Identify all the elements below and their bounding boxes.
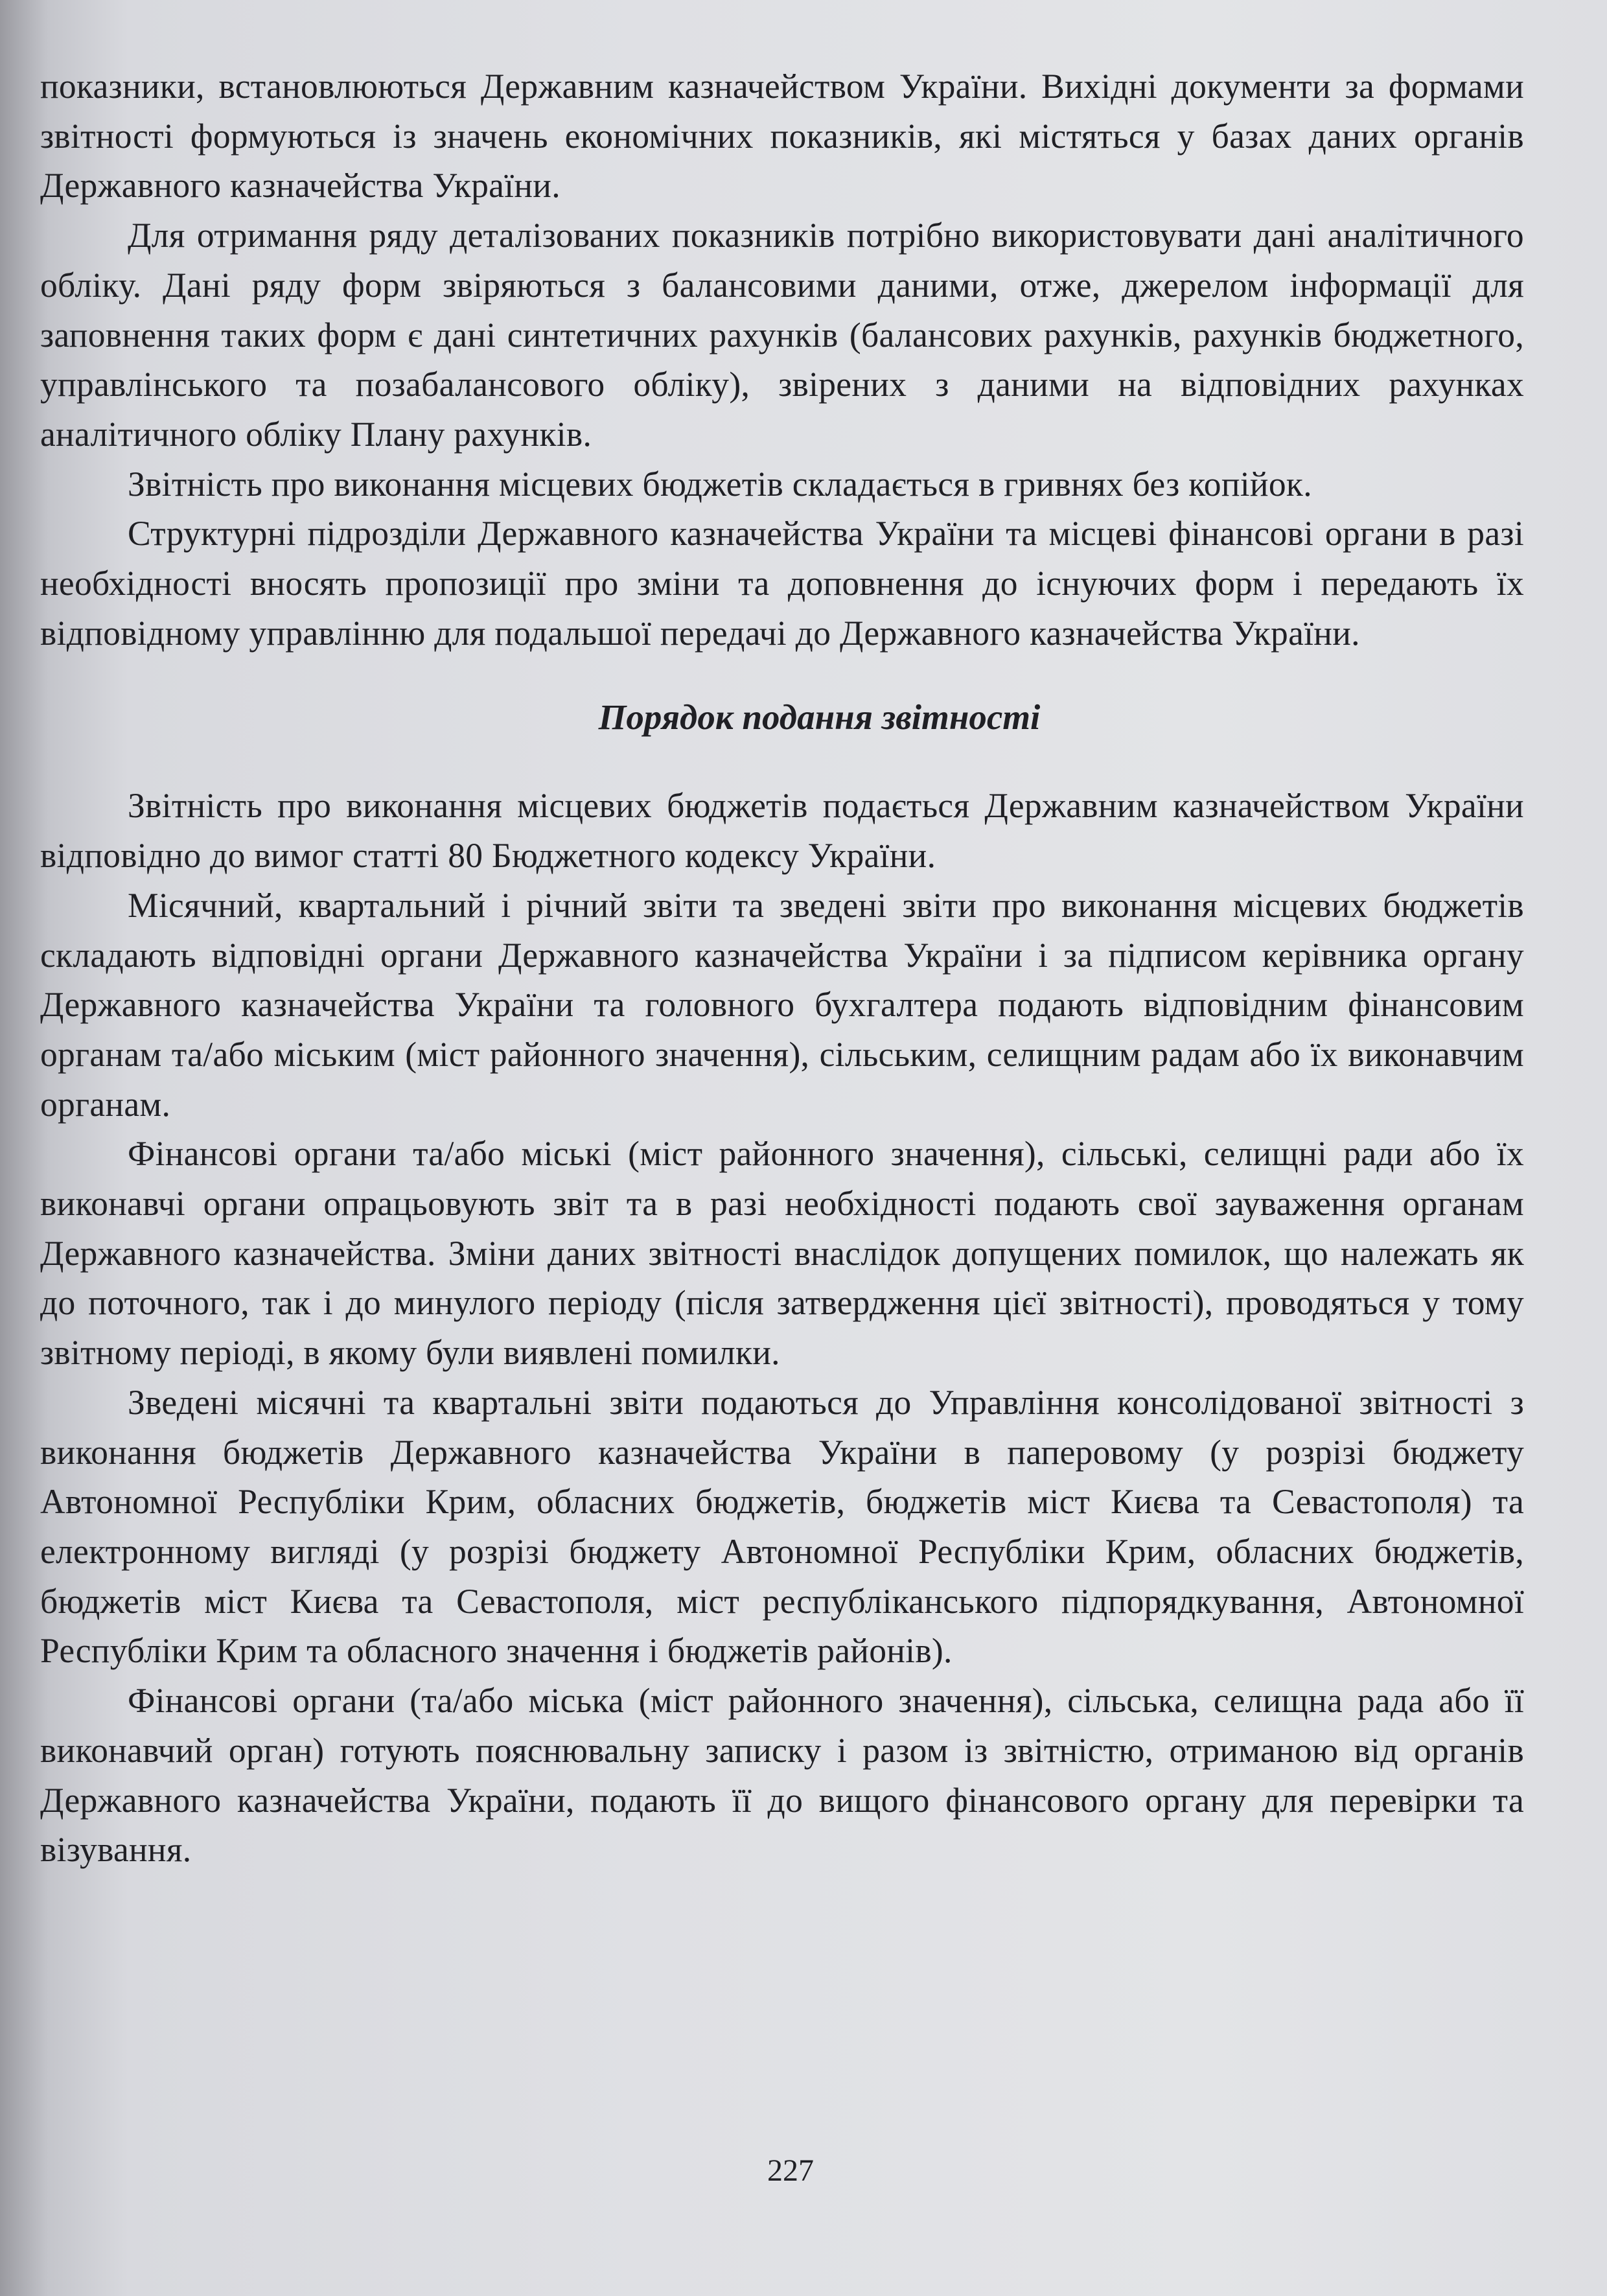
paragraph-submission: Звітність про виконання місцевих бюджетів подається Державним казначейством України відповідно до вимог статті 80 Бюджетного кодексу України. (40, 786, 1524, 875)
page-number: 227 (767, 2153, 814, 2188)
paragraph-consolidated: Зведені місячні та квартальні звіти подаються до Управління консолідованої звітності з виконання бюджетів Державного казначейства України в паперовому (у розрізі бюджету Автономної Республіки Крим, обласних бюджетів, бюджетів міст Києва та Севастополя) та електронному вигляді (у розрізі бюджету Автономної Республіки Крим, обласних бюджетів, бюджетів міст Києва та Севастополя, міст республіканського підпорядкування, Автономної Республіки Крим та обласного значення і бюджетів районів). (40, 1382, 1524, 1671)
paragraph-continuation: показники, встановлюються Державним казначейством України. Вихідні документи за формами звітності формуються із значень економічних показників, які містяться у базах даних органів Державного казначейства України. (40, 67, 1524, 205)
paragraph-currency: Звітність про виконання місцевих бюджетів складається в гривнях без копійок. (128, 464, 1312, 504)
paragraph-proposals: Структурні підрозділи Державного казначейства України та місцеві фінансові органи в разі необхідності вносять пропозиції про зміни та доповнення до існуючих форм і передають їх відповідному управлінню для подальшої передачі до Державного казначейства України. (40, 514, 1524, 653)
paragraph-financial-bodies: Фінансові органи та/або міські (міст районного значення), сільські, селищні ради або їх виконавчі органи опрацьовують звіт та в разі необхідності подають свої зауваження органам Державного казначейства. Зміни даних звітності внаслідок допущених помилок, що належать як до поточного, так і до минулого періоду (після затвердження цієї звітності), проводяться у тому звітному періоді, в якому були виявлені помилки. (40, 1134, 1524, 1373)
page-body (40, 62, 1524, 1875)
paragraph-explanatory-note: Фінансові органи (та/або міська (міст районного значення), сільська, селищна рада або її виконавчий орган) готують пояснювальну записку і разом із звітністю, отриманою від органів Державного казначейства України, подають її до вищого фінансового органу для перевірки та візування. (40, 1681, 1524, 1870)
paragraph-analytics: Для отримання ряду деталізованих показників потрібно використовувати дані аналітичного обліку. Дані ряду форм звіряються з балансовими даними, отже, джерелом інформації для заповнення таких форм є дані синтетичних рахунків (балансових рахунків, рахунків бюджетного, управлінського та позабалансового обліку), звірених з даними на відповідних рахунках аналітичного обліку Плану рахунків. (40, 216, 1524, 454)
paragraph-monthly-reports: Місячний, квартальний і річний звіти та зведені звіти про виконання місцевих бюджетів складають відповідні органи Державного казначейства України і за підписом керівника органу Державного казначейства України та головного бухгалтера подають відповідним фінансовим органам та/або міським (міст районного значення), сільським, селищним радам або їх виконавчим органам. (40, 885, 1524, 1124)
section-heading: Порядок подання звітності (598, 697, 1041, 737)
